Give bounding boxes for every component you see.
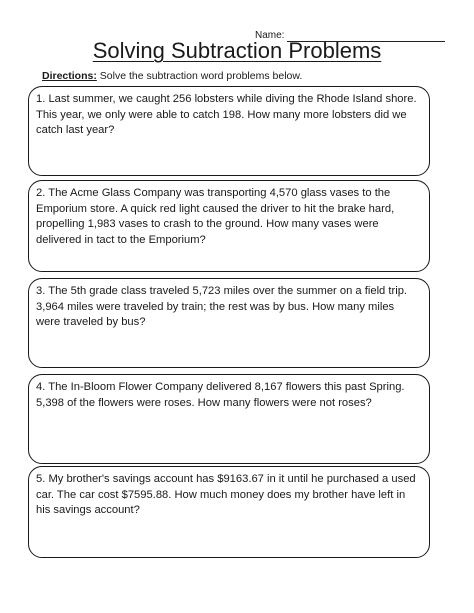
directions (42, 70, 302, 83)
problem-box-1[interactable] (28, 86, 430, 176)
problem-text-3: 3. The 5th grade class traveled 5,723 miles over the summer on a field trip. 3,964 miles were traveled by train; the rest was by bus. How many miles were traveled by bus? (36, 285, 408, 328)
name-label: Name: (255, 30, 285, 41)
directions-text: Solve the subtraction word problems below. (99, 70, 303, 82)
problem-box-5[interactable] (28, 466, 430, 558)
problem-box-3[interactable] (28, 278, 430, 368)
problem-text-5: 5. My brother's savings account has $9163.67 in it until he purchased a used car. The car cost $7595.88. How much money does my brother have left in his savings account? (36, 473, 416, 516)
problem-text-1: 1. Last summer, we caught 256 lobsters while diving the Rhode Island shore. This year, we only were able to catch 198. How many more lobsters did we catch last year? (36, 93, 417, 136)
directions-label: Directions: (42, 70, 97, 82)
problem-text-2: 2. The Acme Glass Company was transporting 4,570 glass vases to the Emporium store. A quick red light caused the driver to hit the brake hard, propelling 1,983 vases to crash to the ground. How many vases were delivered in tact to the Emporium? (36, 187, 395, 246)
problem-box-4[interactable] (28, 374, 430, 464)
problem-box-2[interactable] (28, 180, 430, 272)
worksheet-title: Solving Subtraction Problems (92, 38, 382, 63)
problem-text-4: 4. The In-Bloom Flower Company delivered 8,167 flowers this past Spring. 5,398 of the flowers were roses. How many flowers were not roses? (36, 381, 405, 409)
